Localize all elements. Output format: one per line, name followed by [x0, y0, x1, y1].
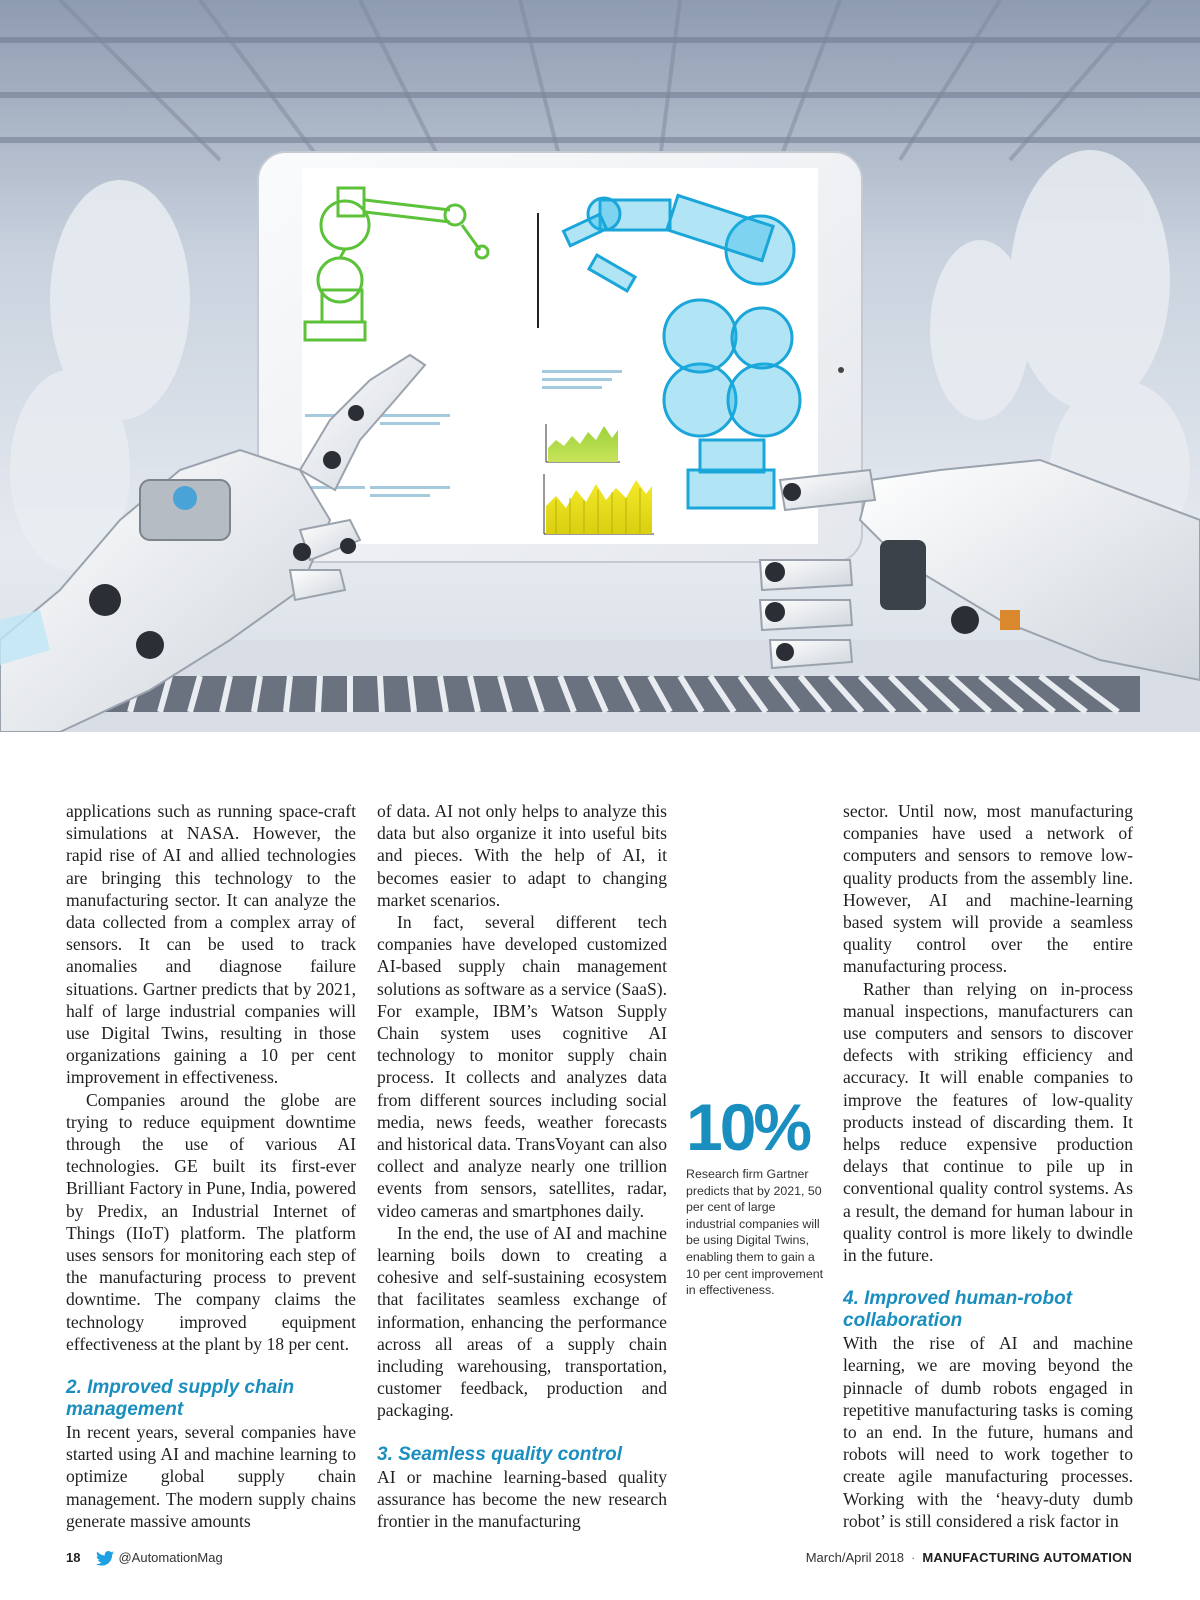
twitter-handle: @AutomationMag — [118, 1550, 223, 1565]
section-heading-human-robot: 4. Improved human-robot collaboration — [843, 1288, 1073, 1332]
section-heading-quality-control: 3. Seamless quality control — [377, 1443, 622, 1465]
issue-date: March/April 2018 — [805, 1550, 904, 1565]
pull-stat — [686, 1090, 826, 1299]
footer-left — [66, 1548, 223, 1568]
stat-figure: 10% — [686, 1090, 810, 1164]
footer-separator: · — [911, 1550, 916, 1565]
column-1-paragraph: In recent years, several companies have started using AI and machine learning to optimize global supply chain management. The modern supply chains generate massive amounts — [66, 1422, 356, 1531]
column-4-paragraph: With the rise of AI and machine learning, we are moving beyond the pinnacle of dumb robots engaged in repetitive manufacturing tasks is coming to an end. In the future, humans and robots will need to work together to create agile manufacturing processes. Working with the ‘heavy-duty dumb robot’ is still considered a risk factor in — [843, 1333, 1133, 1531]
magazine-name: MANUFACTURING AUTOMATION — [922, 1550, 1132, 1565]
section-heading-supply-chain: 2. Improved supply chain management — [66, 1377, 295, 1421]
page-number: 18 — [66, 1550, 81, 1565]
article-column-1 — [66, 800, 356, 1532]
column-4-paragraph: sector. Until now, most manufacturing companies have used a network of computers and sensors to remove low-quality products from the assembly line. However, AI and machine-learning based system will provide a seamless quality control over the entire manufacturing process. — [843, 801, 1133, 977]
hero-image — [0, 0, 1200, 732]
twitter-bird-icon — [96, 1551, 114, 1566]
column-2-paragraph: In the end, the use of AI and machine learning boils down to creating a cohesive and self-sustaining ecosystem that facilitates seamless exchange of information, enhancing the performance across all areas of a supply chain including warehousing, transportation, customer feedback, production and packaging. — [377, 1222, 667, 1421]
column-1-paragraph: applications such as running space-craft simulations at NASA. However, the rapid rise of AI and allied technologies are bringing this technology to the manufacturing sector. It can analyze the data collected from a complex array of sensors. It can be used to track anomalies and diagnose failure situations. Gartner predicts that by 2021, half of large industrial companies will use Digital Twins, resulting in those organizations gaining a 10 per cent improvement in effectiveness. — [66, 801, 356, 1088]
column-2-paragraph: In fact, several different tech companies have developed customized AI-based supply chain management solutions as software as a service (SaaS). For example, IBM’s Watson Supply Chain system uses cognitive AI technology to monitor supply chain process. It collects and analyzes data from different sources including social media, news feeds, weather forecasts and historical data. TransVoyant can also collect and analyze nearly one trillion events from sensors, satellites, radar, video cameras and smartphones daily. — [377, 912, 667, 1221]
column-4-paragraph: Rather than relying on in-process manual inspections, manufacturers can use computers and sensors to discover defects with striking efficiency and accuracy. It will enable companies to improve the features of low-quality products instead of discarding them. It helps reduce expensive production delays that continue to pile up in conventional quality control systems. As a result, the demand for human labour in quality control is more likely to dwindle in the future. — [843, 978, 1133, 1266]
article-column-4 — [843, 800, 1133, 1532]
column-2-paragraph: AI or machine learning-based quality assurance has become the new research frontier in the manufacturing — [377, 1466, 667, 1532]
column-2-paragraph: of data. AI not only helps to analyze this data but also organize it into useful bits and pieces. With the help of AI, it becomes easier to adapt to changing market scenarios. — [377, 801, 667, 910]
robot-hands-tablet-illustration — [0, 0, 1200, 732]
stat-caption: Research firm Gartner predicts that by 2021, 50 per cent of large industrial companies will be using Digital Twins, enabling them to gain a 10 per cent improvement in effectiveness. — [686, 1167, 824, 1298]
footer-right — [806, 1548, 1132, 1568]
article-column-2 — [377, 800, 667, 1532]
column-1-paragraph: Companies around the globe are trying to reduce equipment downtime through the use of various AI technologies. GE built its first-ever Brilliant Factory in Pune, India, powered by Predix, an Industrial Internet of Things (IIoT) platform. The platform uses sensors for monitoring each step of the manufacturing process to prevent downtime. The company claims the technology improved equipment effectiveness at the plant by 18 per cent. — [66, 1089, 356, 1354]
